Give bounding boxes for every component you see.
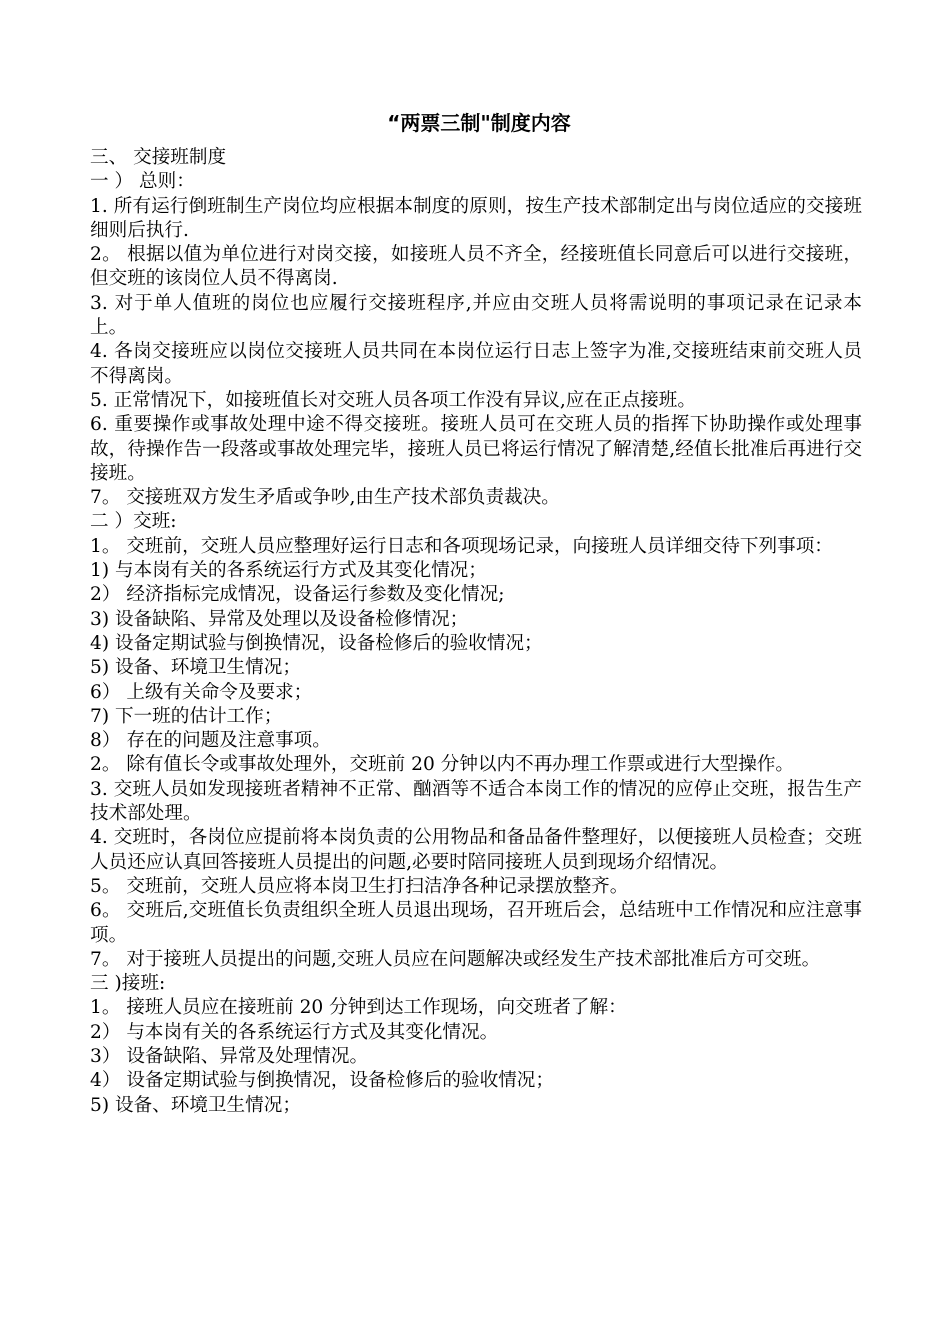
paragraph: 6. 重要操作或事故处理中途不得交接班。接班人员可在交班人员的指挥下协助操作或处理事故，待操作告一段落或事故处理完毕，接班人员已将运行情况了解清楚,经值长批准后再进行交接班。 (90, 414, 862, 484)
paragraph: 1。 交班前，交班人员应整理好运行日志和各项现场记录，向接班人员详细交待下列事项： (90, 535, 833, 557)
list-item: 3) 设备缺陷、异常及处理以及设备检修情况； (90, 608, 469, 630)
paragraph: 1. 所有运行倒班制生产岗位均应根据本制度的原则，按生产技术部制定出与岗位适应的交接班细则后执行. (90, 195, 862, 241)
paragraph: 2。 除有值长令或事故处理外，交班前 20 分钟以内不再办理工作票或进行大型操作。 (90, 754, 795, 776)
subsection-heading: 一 ） 总则： (90, 171, 195, 193)
paragraph: 5。 交班前，交班人员应将本岗卫生打扫洁净各种记录摆放整齐。 (90, 875, 629, 897)
list-item: 1) 与本岗有关的各系统运行方式及其变化情况； (90, 560, 487, 582)
document-page (90, 108, 862, 1118)
list-item: 7) 下一班的估计工作； (90, 705, 283, 727)
list-item: 2） 经济指标完成情况，设备运行参数及变化情况; (90, 584, 505, 606)
paragraph: 4. 各岗交接班应以岗位交接班人员共同在本岗位运行日志上签字为准,交接班结束前交班人员不得离岗。 (90, 341, 862, 387)
paragraph: 1。 接班人员应在接班前 20 分钟到达工作现场，向交班者了解： (90, 997, 627, 1019)
list-item: 4） 设备定期试验与倒换情况，设备检修后的验收情况； (90, 1070, 554, 1092)
list-item: 4) 设备定期试验与倒换情况，设备检修后的验收情况； (90, 632, 543, 654)
list-item: 8） 存在的问题及注意事项。 (90, 730, 331, 752)
paragraph: 5. 正常情况下，如接班值长对交班人员各项工作没有异议,应在正点接班。 (90, 389, 696, 411)
paragraph: 3. 对于单人值班的岗位也应履行交接班程序,并应由交班人员将需说明的事项记录在记录本上。 (90, 292, 862, 339)
paragraph: 6。 交班后,交班值长负责组织全班人员退出现场，召开班后会，总结班中工作情况和应注意事项。 (90, 900, 862, 946)
paragraph: 7。 对于接班人员提出的问题,交班人员应在问题解决或经发生产技术部批准后方可交班。 (90, 948, 821, 970)
paragraph: 3. 交班人员如发现接班者精神不正常、酗酒等不适合本岗工作的情况的应停止交班，报告生产技术部处理。 (90, 778, 862, 825)
list-item: 2） 与本岗有关的各系统运行方式及其变化情况。 (90, 1021, 499, 1043)
paragraph: 4. 交班时，各岗位应提前将本岗负责的公用物品和备品备件整理好，以便接班人员检查；交班人员还应认真回答接班人员提出的问题,必要时陪同接班人员到现场介绍情况。 (90, 827, 862, 873)
list-item: 5) 设备、环境卫生情况； (90, 657, 301, 679)
paragraph: 7。 交接班双方发生矛盾或争吵,由生产技术部负责裁决。 (90, 487, 560, 509)
paragraph: 2。 根据以值为单位进行对岗交接，如接班人员不齐全，经接班值长同意后可以进行交接班，但交班的该岗位人员不得离岗. (90, 244, 862, 290)
document-title: “两票三制"制度内容 (387, 111, 571, 135)
list-item: 3） 设备缺陷、异常及处理情况。 (90, 1045, 369, 1067)
section-heading: 三、 交接班制度 (90, 147, 227, 168)
subsection-heading: 三 )接班: (90, 973, 166, 995)
list-item: 5) 设备、环境卫生情况； (90, 1094, 301, 1116)
list-item: 6） 上级有关命令及要求； (90, 681, 313, 703)
subsection-heading: 二 ）交班: (90, 511, 177, 533)
